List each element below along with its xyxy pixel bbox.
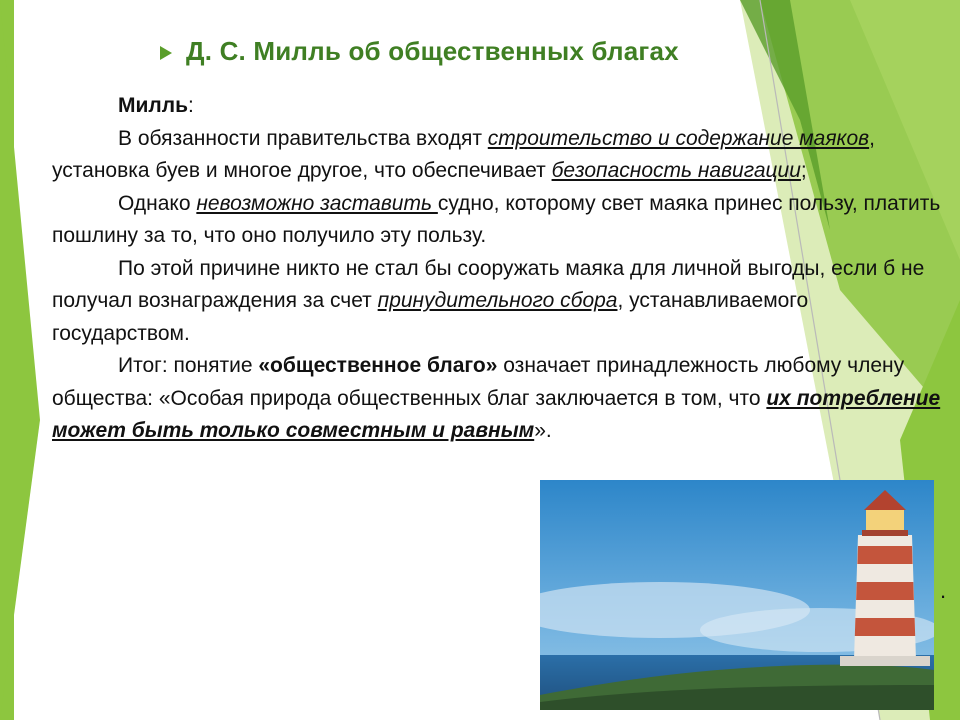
p2-underline-1: невозможно заставить: [196, 191, 438, 215]
paragraph-duties: [52, 123, 942, 188]
slide-title: Д. С. Милль об общественных благах: [186, 36, 679, 66]
p4-text-1: Итог: понятие: [118, 354, 259, 377]
lantern-gallery: [862, 530, 908, 536]
tower-stripe: [855, 618, 915, 636]
tower-stripe: [857, 546, 912, 564]
p3-text-2: , устанавливаемого государством.: [52, 289, 809, 345]
p4-bold-underline-1: их потребление может быть только совместным и равным: [52, 386, 941, 442]
p1-underline-1: строительство и содержание маяков: [487, 126, 870, 150]
p2-text-1: Однако: [118, 191, 197, 215]
left-accent-triangle: [0, 0, 40, 720]
p3-underline-1: принудительного сбора: [377, 289, 618, 312]
lighthouse-image: [540, 480, 934, 710]
p1-text-2: , установка буев и многое другое, что обеспечивает: [52, 126, 875, 182]
p1-text-3: ;: [800, 159, 807, 182]
lighthouse-base: [840, 656, 930, 666]
p1-text-1: В обязанности правительства входят: [118, 126, 488, 150]
paragraph-conclusion: [52, 350, 942, 448]
paragraph-reason: [52, 253, 942, 351]
speaker-colon: :: [188, 94, 194, 117]
title-bullet-icon: [160, 46, 172, 60]
p4-text-3: ».: [534, 419, 552, 442]
p3-text-1: По этой причине никто не стал бы сооружать маяка для личной выгоды, если б не получал вознаграждения за счет: [52, 256, 925, 312]
p4-bold-1: «общественное благо»: [258, 354, 498, 377]
trailing-dot: .: [940, 578, 947, 603]
paragraph-cannot-force: [52, 188, 942, 253]
slide-body: [52, 90, 942, 448]
p4-text-2: означает принадлежность любому члену общества: «Особая природа общественных благ заключается в том, что: [52, 354, 905, 410]
p1-underline-2: безопасность навигации: [551, 159, 801, 182]
tower-stripe: [856, 582, 914, 600]
speaker-line: [52, 90, 942, 123]
speaker-name: Милль: [118, 94, 188, 117]
lighthouse-photo: [540, 480, 934, 710]
p2-text-2: судно, которому свет маяка принес пользу, платить пошлину за то, что оно получило эту пользу.: [52, 191, 941, 247]
